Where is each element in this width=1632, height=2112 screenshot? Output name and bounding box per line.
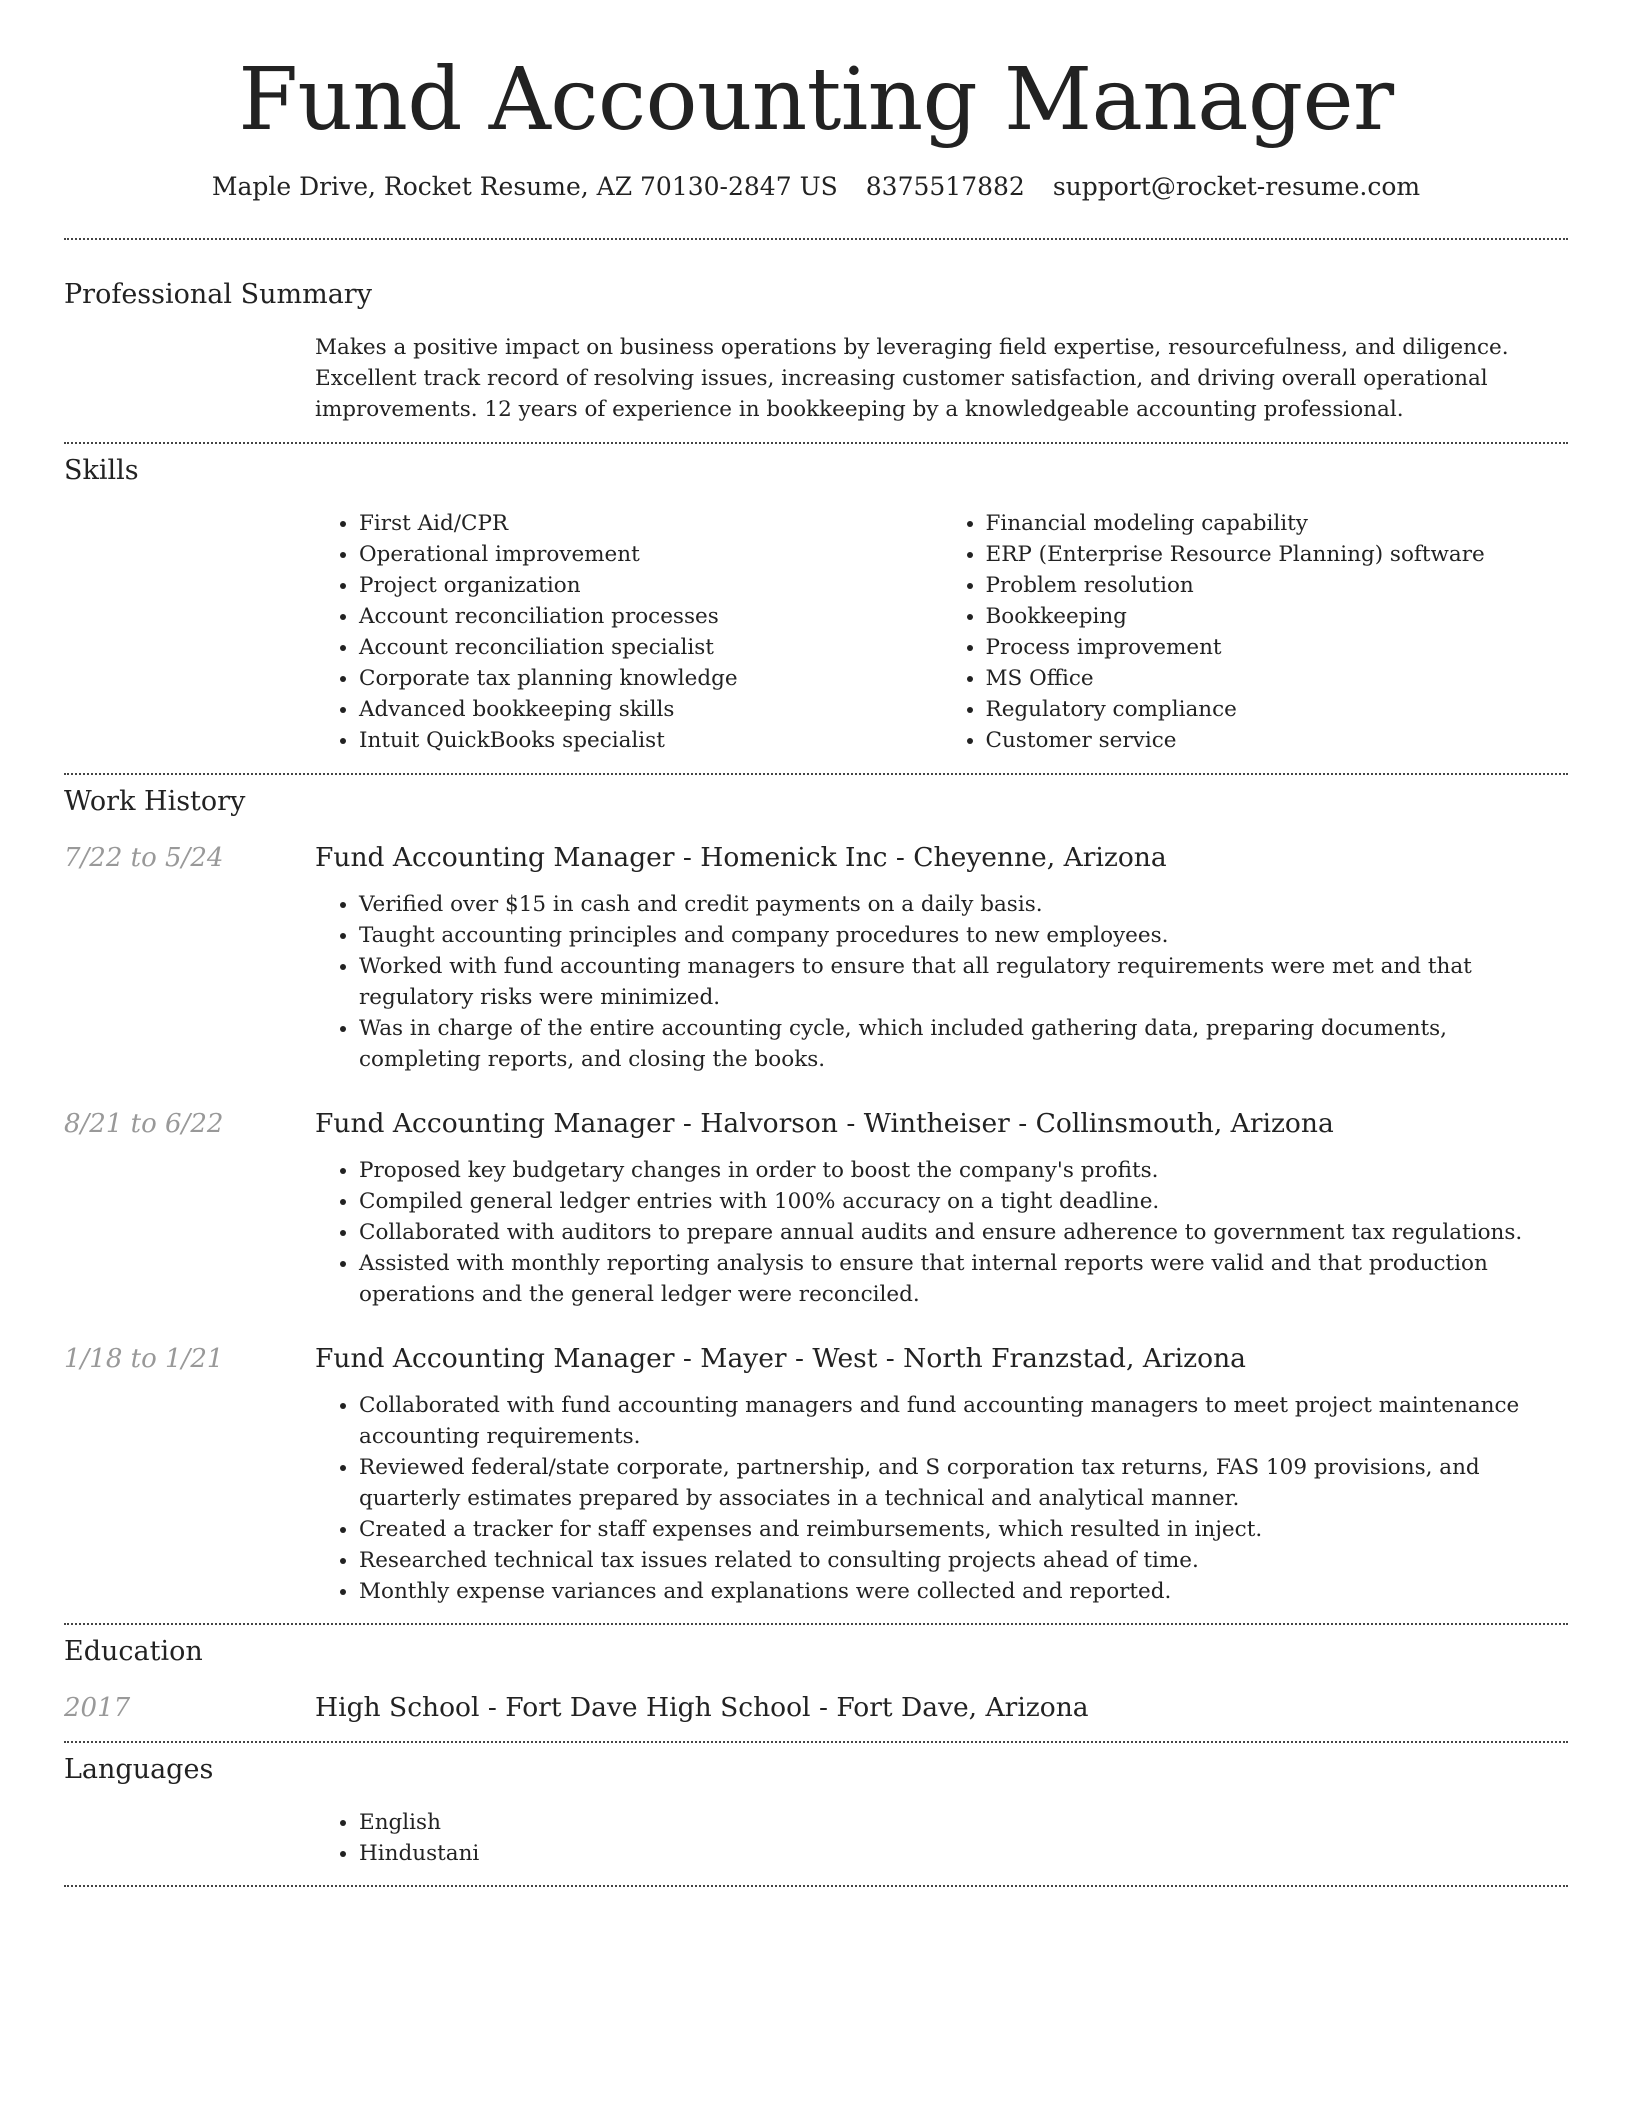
education-entry <box>64 1691 1568 1725</box>
skills-section <box>64 454 1568 756</box>
skills-column-right <box>942 508 1569 756</box>
summary-title: Professional Summary <box>64 279 372 310</box>
job-entry <box>64 1342 1568 1607</box>
languages-section <box>64 1753 1568 1869</box>
job-title: Fund Accounting Manager - Mayer - West - North Franzstad, Arizona <box>315 1343 1246 1374</box>
candidate-name: Fund Accounting Manager <box>238 50 1394 150</box>
language-item: • English <box>359 1807 1568 1838</box>
job-date: 1/18 to 1/21 <box>64 1344 224 1374</box>
job-bullet: • Taught accounting principles and company procedures to new employees. <box>359 920 1568 951</box>
divider <box>64 442 1568 444</box>
skill-item: • Account reconciliation specialist <box>359 632 942 663</box>
skill-item: • Regulatory compliance <box>986 694 1569 725</box>
summary-text: Makes a positive impact on business operations by leveraging field expertise, resourcefulness, and diligence. Excellent track record of resolving issues, increasing customer satisfaction, and driving overall operational improvements. 12 years of experience in bookkeeping by a knowledgeable accounting professional. <box>315 335 1509 422</box>
phone: 8375517882 <box>865 172 1025 201</box>
job-bullet: • Collaborated with auditors to prepare annual audits and ensure adherence to government tax regulations. <box>359 1217 1568 1248</box>
skill-item: • First Aid/CPR <box>359 508 942 539</box>
job-header <box>64 1107 1568 1141</box>
job-bullets <box>315 1390 1568 1607</box>
work-history-section <box>64 785 1568 1607</box>
address: Maple Drive, Rocket Resume, AZ 70130-2847 US <box>211 172 838 201</box>
language-item: • Hindustani <box>359 1838 1568 1869</box>
skills-title: Skills <box>64 455 139 486</box>
job-header <box>64 1342 1568 1376</box>
divider <box>64 773 1568 775</box>
job-bullet: • Compiled general ledger entries with 100% accuracy on a tight deadline. <box>359 1186 1568 1217</box>
divider <box>64 1741 1568 1743</box>
job-header <box>64 841 1568 875</box>
summary-content <box>315 332 1568 425</box>
job-entry <box>64 841 1568 1075</box>
skill-item: • Account reconciliation processes <box>359 601 942 632</box>
job-entry <box>64 1107 1568 1310</box>
job-bullet: • Was in charge of the entire accounting cycle, which included gathering data, preparing documents, completing reports, and closing the books. <box>359 1013 1568 1075</box>
skill-item: • Operational improvement <box>359 539 942 570</box>
languages-title: Languages <box>64 1754 214 1785</box>
skill-item: • Intuit QuickBooks specialist <box>359 725 942 756</box>
skills-column-left <box>315 508 942 756</box>
job-bullet: • Worked with fund accounting managers to ensure that all regulatory requirements were met and that regulatory risks were minimized. <box>359 951 1568 1013</box>
skill-item: • Financial modeling capability <box>986 508 1569 539</box>
skill-item: • Customer service <box>986 725 1569 756</box>
skill-item: • MS Office <box>986 663 1569 694</box>
job-bullet: • Collaborated with fund accounting managers and fund accounting managers to meet project maintenance accounting requirements. <box>359 1390 1568 1452</box>
job-date: 8/21 to 6/22 <box>64 1109 224 1139</box>
job-bullet: • Proposed key budgetary changes in order to boost the company's profits. <box>359 1155 1568 1186</box>
summary-section <box>64 278 1568 425</box>
job-bullets <box>315 1155 1568 1310</box>
work-history-title: Work History <box>64 786 246 817</box>
job-bullet: • Created a tracker for staff expenses and reimbursements, which resulted in inject. <box>359 1514 1568 1545</box>
email: support@rocket-resume.com <box>1052 172 1421 201</box>
divider <box>64 1885 1568 1887</box>
skill-item: • ERP (Enterprise Resource Planning) software <box>986 539 1569 570</box>
skill-item: • Bookkeeping <box>986 601 1569 632</box>
divider <box>64 238 1568 240</box>
skills-list <box>315 508 1568 756</box>
education-detail: High School - Fort Dave High School - Fort Dave, Arizona <box>315 1692 1089 1723</box>
skill-item: • Corporate tax planning knowledge <box>359 663 942 694</box>
job-bullet: • Researched technical tax issues related to consulting projects ahead of time. <box>359 1545 1568 1576</box>
job-bullets <box>315 889 1568 1075</box>
skill-item: • Process improvement <box>986 632 1569 663</box>
job-date: 7/22 to 5/24 <box>64 843 224 873</box>
divider <box>64 1623 1568 1625</box>
education-title: Education <box>64 1636 203 1667</box>
languages-list <box>315 1807 1568 1869</box>
job-title: Fund Accounting Manager - Halvorson - Wintheiser - Collinsmouth, Arizona <box>315 1108 1334 1139</box>
education-date: 2017 <box>64 1693 131 1723</box>
skill-item: • Advanced bookkeeping skills <box>359 694 942 725</box>
job-title: Fund Accounting Manager - Homenick Inc - Cheyenne, Arizona <box>315 842 1167 873</box>
education-section <box>64 1635 1568 1725</box>
skill-item: • Project organization <box>359 570 942 601</box>
job-bullet: • Monthly expense variances and explanations were collected and reported. <box>359 1576 1568 1607</box>
contact-line <box>64 170 1568 204</box>
job-bullet: • Reviewed federal/state corporate, partnership, and S corporation tax returns, FAS 109 provisions, and quarterly estimates prepared by associates in a technical and analytical manner. <box>359 1452 1568 1514</box>
skill-item: • Problem resolution <box>986 570 1569 601</box>
job-bullet: • Verified over $15 in cash and credit payments on a daily basis. <box>359 889 1568 920</box>
job-bullet: • Assisted with monthly reporting analysis to ensure that internal reports were valid and that production operations and the general ledger were reconciled. <box>359 1248 1568 1310</box>
